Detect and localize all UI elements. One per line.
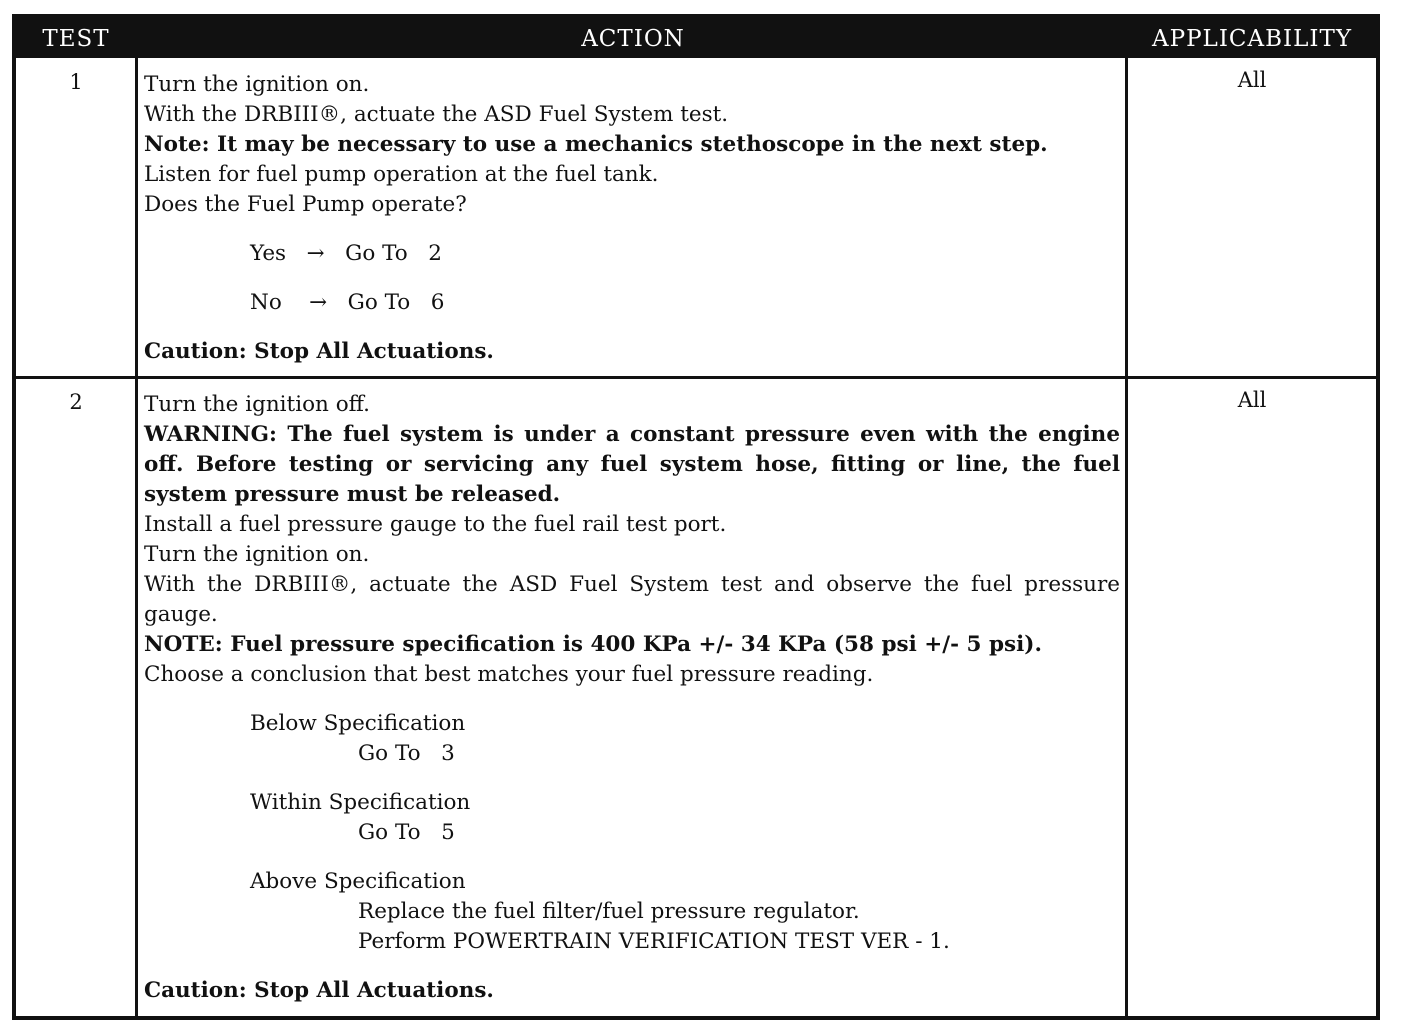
conclusion-label: Above Specification	[250, 869, 466, 894]
table-header	[16, 18, 1376, 58]
test-1-action	[144, 70, 1120, 367]
header-test: TEST	[42, 26, 110, 52]
conclusion-result: Go To 5	[358, 820, 455, 845]
choice-yes: Yes → Go To 2	[250, 241, 442, 266]
warning-text: WARNING: The fuel system is under a constant pressure even with the engine off. Before testing or servicing any fuel system hose, fitting or line, the fuel system pressure must be released.	[144, 422, 1120, 507]
test-number: 2	[69, 390, 83, 414]
conclusion-label: Within Specification	[250, 790, 471, 815]
caution-line: Caution: Stop All Actuations.	[144, 339, 494, 364]
column-divider	[1125, 58, 1128, 1020]
conclusion-label: Below Specification	[250, 711, 466, 736]
action-line: Turn the ignition on.	[144, 72, 370, 97]
column-divider	[135, 58, 138, 1020]
test-number: 1	[69, 70, 83, 94]
action-line: Choose a conclusion that best matches your fuel pressure reading.	[144, 662, 874, 687]
action-line: Turn the ignition on.	[144, 542, 370, 567]
choice-no: No → Go To 6	[250, 290, 445, 315]
caution-line: Caution: Stop All Actuations.	[144, 978, 494, 1003]
conclusion-result: Replace the fuel filter/fuel pressure regulator.	[358, 899, 860, 924]
header-action: ACTION	[581, 26, 685, 52]
conclusion-result: Perform POWERTRAIN VERIFICATION TEST VER - 1.	[358, 929, 950, 954]
note-line: Note: It may be necessary to use a mechanics stethoscope in the next step.	[144, 132, 1048, 157]
row-divider	[16, 376, 1376, 379]
action-line: Turn the ignition off.	[144, 392, 370, 417]
diagnostic-table	[12, 14, 1380, 1020]
test-2-action	[144, 390, 1120, 1006]
applicability-value: All	[1237, 68, 1267, 92]
action-line: Listen for fuel pump operation at the fuel tank.	[144, 162, 659, 187]
header-applicability: APPLICABILITY	[1152, 26, 1352, 52]
question-line: Does the Fuel Pump operate?	[144, 192, 467, 217]
note-line: NOTE: Fuel pressure specification is 400 KPa +/- 34 KPa (58 psi +/- 5 psi).	[144, 632, 1042, 657]
action-line: With the DRBIII®, actuate the ASD Fuel System test and observe the fuel pressure gauge.	[144, 572, 1120, 627]
action-line: Install a fuel pressure gauge to the fuel rail test port.	[144, 512, 727, 537]
conclusion-result: Go To 3	[358, 741, 455, 766]
applicability-value: All	[1237, 388, 1267, 412]
action-line: With the DRBIII®, actuate the ASD Fuel System test.	[144, 102, 729, 127]
